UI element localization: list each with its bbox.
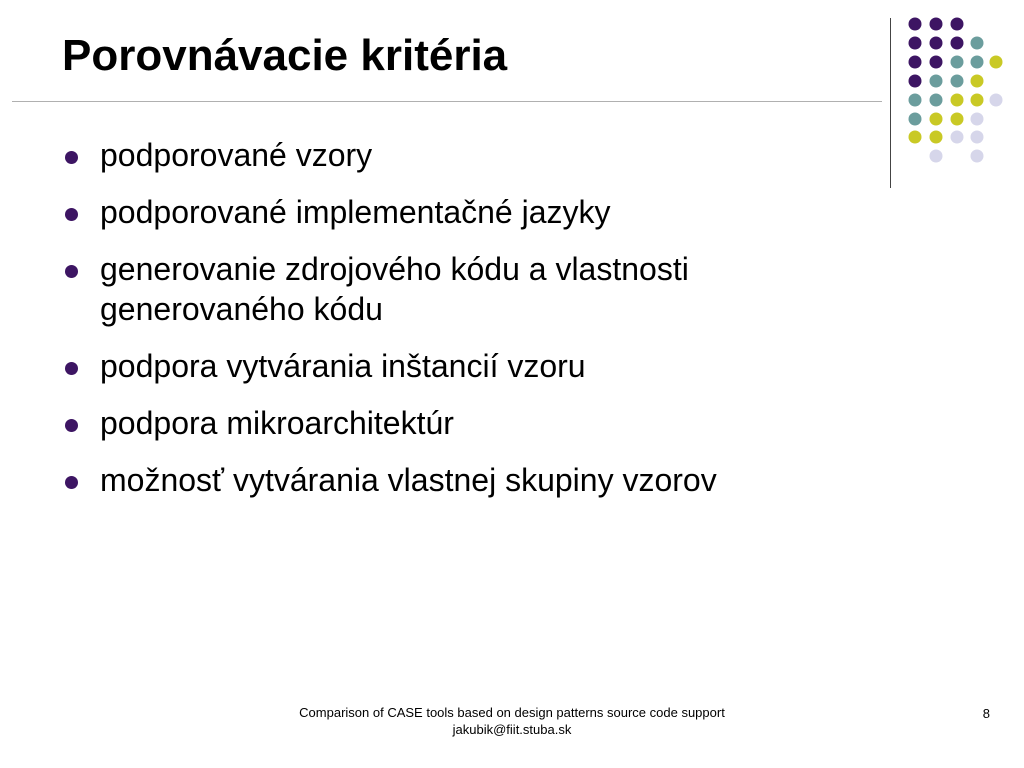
dot xyxy=(951,18,964,31)
bullet-text: podpora mikroarchitektúr xyxy=(100,405,454,441)
page-number: 8 xyxy=(982,706,990,721)
dot xyxy=(971,131,984,144)
dot xyxy=(909,75,922,88)
dot xyxy=(951,131,964,144)
dot xyxy=(930,113,943,126)
dot xyxy=(971,150,984,163)
dot xyxy=(951,113,964,126)
bullet-text: generovanie zdrojového kódu a vlastnosti generovaného kódu xyxy=(100,251,689,327)
list-item xyxy=(62,346,892,386)
dot xyxy=(951,75,964,88)
bullet-list xyxy=(62,135,892,517)
bullet-icon xyxy=(65,362,78,375)
slide-title: Porovnávacie kritéria xyxy=(62,31,508,80)
footer xyxy=(262,704,762,738)
dot xyxy=(909,113,922,126)
list-item xyxy=(62,403,892,443)
dot xyxy=(971,113,984,126)
dot xyxy=(971,56,984,69)
dot xyxy=(951,94,964,107)
dot xyxy=(990,56,1003,69)
dot xyxy=(971,75,984,88)
list-item xyxy=(62,135,892,175)
dot xyxy=(909,37,922,50)
list-item xyxy=(62,249,892,329)
dot xyxy=(951,56,964,69)
dot xyxy=(930,150,943,163)
dot xyxy=(930,75,943,88)
bullet-icon xyxy=(65,265,78,278)
dot xyxy=(909,18,922,31)
bullet-text: podpora vytvárania inštancií vzoru xyxy=(100,348,586,384)
dot xyxy=(930,131,943,144)
dot xyxy=(930,18,943,31)
list-item xyxy=(62,192,892,232)
footer-email: jakubik@fiit.stuba.sk xyxy=(452,722,572,737)
dot xyxy=(909,131,922,144)
dot xyxy=(909,94,922,107)
bullet-text: podporované vzory xyxy=(100,137,373,173)
dot xyxy=(930,56,943,69)
bullet-icon xyxy=(65,208,78,221)
dot xyxy=(930,37,943,50)
dot xyxy=(951,37,964,50)
dot xyxy=(930,94,943,107)
dot xyxy=(971,94,984,107)
dot xyxy=(990,94,1003,107)
footer-title: Comparison of CASE tools based on design patterns source code support xyxy=(299,705,725,720)
list-item xyxy=(62,460,892,500)
bullet-icon xyxy=(65,476,78,489)
bullet-icon xyxy=(65,151,78,164)
bullet-icon xyxy=(65,419,78,432)
dot xyxy=(909,56,922,69)
bullet-text: podporované implementačné jazyky xyxy=(100,194,611,230)
decorative-dot-grid-icon xyxy=(905,12,1005,172)
title-divider xyxy=(12,101,882,102)
dot xyxy=(971,37,984,50)
bullet-text: možnosť vytvárania vlastnej skupiny vzorov xyxy=(100,462,717,498)
